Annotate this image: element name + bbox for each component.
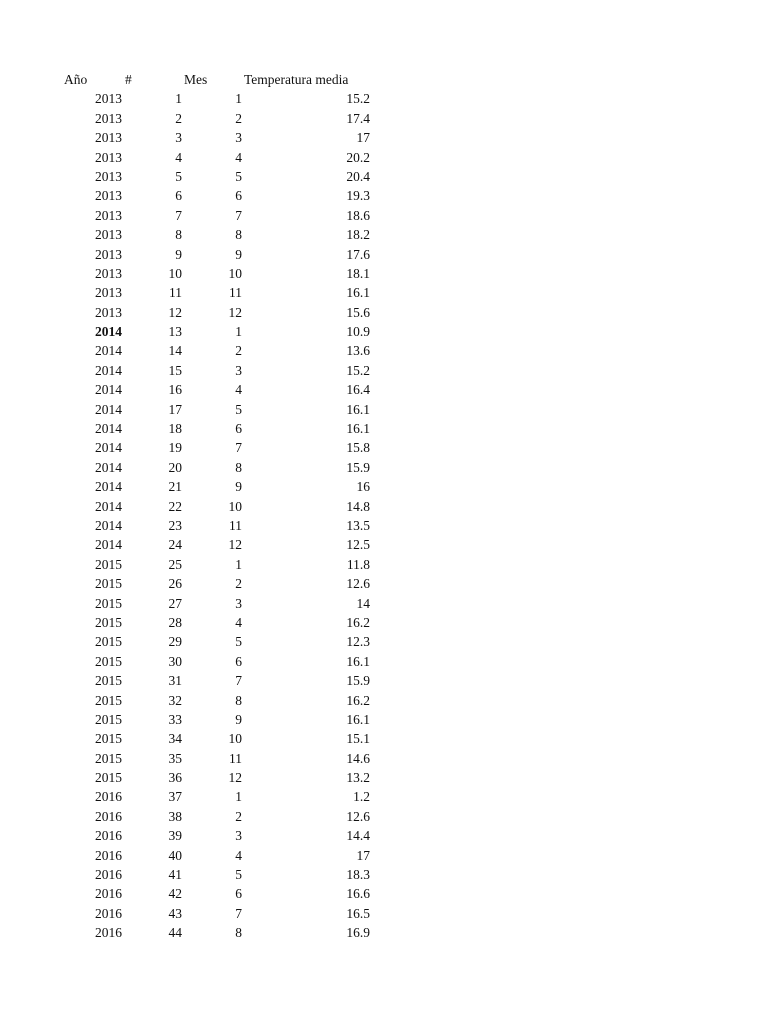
cell-anio: 2014 xyxy=(95,362,122,378)
cell-temperatura-media: 15.9 xyxy=(346,459,370,475)
cell-number: 44 xyxy=(168,925,182,941)
table-row xyxy=(0,89,768,108)
table-row xyxy=(0,128,768,147)
cell-temperatura-media: 12.6 xyxy=(346,576,370,592)
cell-number: 7 xyxy=(175,207,182,223)
cell-number: 24 xyxy=(168,537,182,553)
cell-number: 10 xyxy=(168,265,182,281)
cell-mes: 1 xyxy=(235,556,242,572)
table-row xyxy=(0,846,768,865)
cell-anio: 2015 xyxy=(95,614,122,630)
cell-temperatura-media: 13.2 xyxy=(346,770,370,786)
table-row xyxy=(0,283,768,302)
cell-anio: 2013 xyxy=(95,265,122,281)
cell-mes: 4 xyxy=(235,382,242,398)
cell-mes: 5 xyxy=(235,168,242,184)
cell-anio: 2014 xyxy=(95,537,122,553)
cell-mes: 7 xyxy=(235,440,242,456)
table-row xyxy=(0,787,768,806)
data-table xyxy=(0,70,768,943)
cell-number: 2 xyxy=(175,110,182,126)
cell-number: 43 xyxy=(168,905,182,921)
cell-number: 21 xyxy=(168,479,182,495)
table-row xyxy=(0,400,768,419)
cell-anio: 2015 xyxy=(95,595,122,611)
cell-temperatura-media: 16.6 xyxy=(346,886,370,902)
cell-anio: 2013 xyxy=(95,110,122,126)
cell-mes: 9 xyxy=(235,246,242,262)
cell-number: 17 xyxy=(168,401,182,417)
cell-anio: 2014 xyxy=(95,421,122,437)
cell-number: 19 xyxy=(168,440,182,456)
cell-number: 4 xyxy=(175,149,182,165)
table-row xyxy=(0,768,768,787)
cell-mes: 8 xyxy=(235,227,242,243)
cell-temperatura-media: 18.1 xyxy=(346,265,370,281)
cell-anio: 2014 xyxy=(95,343,122,359)
cell-anio: 2016 xyxy=(95,867,122,883)
cell-anio: 2015 xyxy=(95,750,122,766)
cell-anio: 2013 xyxy=(95,207,122,223)
cell-number: 12 xyxy=(168,304,182,320)
cell-anio: 2016 xyxy=(95,905,122,921)
table-row xyxy=(0,341,768,360)
cell-temperatura-media: 16.1 xyxy=(346,285,370,301)
cell-anio: 2015 xyxy=(95,653,122,669)
cell-number: 22 xyxy=(168,498,182,514)
cell-temperatura-media: 16.2 xyxy=(346,614,370,630)
cell-mes: 10 xyxy=(228,265,242,281)
table-row xyxy=(0,574,768,593)
table-row xyxy=(0,264,768,283)
cell-anio: 2013 xyxy=(95,188,122,204)
cell-anio: 2015 xyxy=(95,673,122,689)
cell-number: 8 xyxy=(175,227,182,243)
cell-anio: 2013 xyxy=(95,285,122,301)
cell-temperatura-media: 18.6 xyxy=(346,207,370,223)
table-row xyxy=(0,109,768,128)
header-mes: Mes xyxy=(184,72,208,87)
cell-number: 9 xyxy=(175,246,182,262)
cell-temperatura-media: 12.3 xyxy=(346,634,370,650)
cell-anio: 2013 xyxy=(95,130,122,146)
table-row xyxy=(0,458,768,477)
cell-number: 15 xyxy=(168,362,182,378)
cell-anio: 2013 xyxy=(95,91,122,107)
cell-temperatura-media: 12.6 xyxy=(346,808,370,824)
cell-anio: 2015 xyxy=(95,576,122,592)
cell-mes: 5 xyxy=(235,401,242,417)
cell-temperatura-media: 15.6 xyxy=(346,304,370,320)
cell-temperatura-media: 16.1 xyxy=(346,711,370,727)
cell-mes: 7 xyxy=(235,905,242,921)
cell-number: 30 xyxy=(168,653,182,669)
cell-mes: 2 xyxy=(235,576,242,592)
cell-anio: 2014 xyxy=(95,517,122,533)
table-row xyxy=(0,186,768,205)
table-row xyxy=(0,535,768,554)
cell-mes: 3 xyxy=(235,828,242,844)
cell-anio: 2016 xyxy=(95,808,122,824)
cell-anio: 2013 xyxy=(95,246,122,262)
cell-mes: 1 xyxy=(235,91,242,107)
table-row xyxy=(0,632,768,651)
cell-anio: 2015 xyxy=(95,692,122,708)
cell-mes: 6 xyxy=(235,886,242,902)
cell-temperatura-media: 14.6 xyxy=(346,750,370,766)
cell-mes: 4 xyxy=(235,847,242,863)
cell-mes: 5 xyxy=(235,867,242,883)
table-row xyxy=(0,691,768,710)
cell-temperatura-media: 14 xyxy=(356,595,370,611)
table-row xyxy=(0,749,768,768)
cell-number: 37 xyxy=(168,789,182,805)
table-row xyxy=(0,904,768,923)
cell-mes: 8 xyxy=(235,459,242,475)
cell-temperatura-media: 16 xyxy=(356,479,370,495)
cell-mes: 11 xyxy=(229,750,242,766)
cell-temperatura-media: 18.2 xyxy=(346,227,370,243)
cell-number: 25 xyxy=(168,556,182,572)
cell-temperatura-media: 16.4 xyxy=(346,382,370,398)
header-number: # xyxy=(125,72,132,87)
table-header-row xyxy=(0,70,768,89)
table-row xyxy=(0,923,768,942)
cell-temperatura-media: 20.2 xyxy=(346,149,370,165)
cell-mes: 11 xyxy=(229,517,242,533)
cell-mes: 2 xyxy=(235,808,242,824)
cell-number: 41 xyxy=(168,867,182,883)
header-temperatura-media: Temperatura media xyxy=(244,72,349,87)
cell-number: 3 xyxy=(175,130,182,146)
table-row xyxy=(0,516,768,535)
table-row xyxy=(0,303,768,322)
cell-number: 35 xyxy=(168,750,182,766)
cell-number: 27 xyxy=(168,595,182,611)
table-row xyxy=(0,361,768,380)
cell-mes: 12 xyxy=(228,304,242,320)
cell-temperatura-media: 15.1 xyxy=(346,731,370,747)
cell-anio: 2016 xyxy=(95,828,122,844)
cell-anio: 2015 xyxy=(95,556,122,572)
cell-anio: 2014 xyxy=(95,324,122,340)
table-row xyxy=(0,206,768,225)
cell-number: 38 xyxy=(168,808,182,824)
cell-number: 14 xyxy=(168,343,182,359)
cell-mes: 3 xyxy=(235,595,242,611)
cell-anio: 2013 xyxy=(95,304,122,320)
cell-mes: 10 xyxy=(228,731,242,747)
table-row xyxy=(0,710,768,729)
table-row xyxy=(0,865,768,884)
cell-temperatura-media: 1.2 xyxy=(353,789,370,805)
cell-mes: 10 xyxy=(228,498,242,514)
cell-temperatura-media: 17 xyxy=(356,130,370,146)
table-row xyxy=(0,380,768,399)
cell-anio: 2014 xyxy=(95,401,122,417)
table-body xyxy=(0,89,768,942)
table-row xyxy=(0,652,768,671)
cell-temperatura-media: 19.3 xyxy=(346,188,370,204)
table-row xyxy=(0,671,768,690)
cell-number: 36 xyxy=(168,770,182,786)
cell-number: 26 xyxy=(168,576,182,592)
cell-anio: 2014 xyxy=(95,479,122,495)
cell-mes: 3 xyxy=(235,362,242,378)
cell-temperatura-media: 11.8 xyxy=(346,556,370,572)
table-row xyxy=(0,826,768,845)
cell-anio: 2015 xyxy=(95,634,122,650)
cell-temperatura-media: 16.1 xyxy=(346,401,370,417)
cell-mes: 6 xyxy=(235,421,242,437)
cell-mes: 8 xyxy=(235,925,242,941)
cell-temperatura-media: 16.9 xyxy=(346,925,370,941)
cell-number: 13 xyxy=(168,324,182,340)
cell-temperatura-media: 15.9 xyxy=(346,673,370,689)
cell-mes: 1 xyxy=(235,789,242,805)
cell-anio: 2015 xyxy=(95,711,122,727)
cell-anio: 2015 xyxy=(95,770,122,786)
cell-temperatura-media: 14.8 xyxy=(346,498,370,514)
cell-number: 40 xyxy=(168,847,182,863)
cell-number: 20 xyxy=(168,459,182,475)
table-row xyxy=(0,245,768,264)
cell-number: 39 xyxy=(168,828,182,844)
cell-mes: 9 xyxy=(235,711,242,727)
cell-anio: 2014 xyxy=(95,382,122,398)
cell-anio: 2016 xyxy=(95,925,122,941)
table-row xyxy=(0,497,768,516)
cell-number: 28 xyxy=(168,614,182,630)
table-row xyxy=(0,419,768,438)
table-row xyxy=(0,148,768,167)
cell-anio: 2014 xyxy=(95,459,122,475)
cell-mes: 2 xyxy=(235,343,242,359)
cell-anio: 2015 xyxy=(95,731,122,747)
cell-number: 1 xyxy=(175,91,182,107)
cell-mes: 7 xyxy=(235,673,242,689)
cell-temperatura-media: 13.6 xyxy=(346,343,370,359)
cell-mes: 8 xyxy=(235,692,242,708)
cell-mes: 2 xyxy=(235,110,242,126)
cell-mes: 12 xyxy=(228,770,242,786)
cell-anio: 2013 xyxy=(95,149,122,165)
table-row xyxy=(0,167,768,186)
table-row xyxy=(0,594,768,613)
cell-number: 5 xyxy=(175,168,182,184)
cell-temperatura-media: 15.2 xyxy=(346,91,370,107)
cell-mes: 1 xyxy=(235,324,242,340)
cell-mes: 7 xyxy=(235,207,242,223)
cell-number: 16 xyxy=(168,382,182,398)
cell-anio: 2013 xyxy=(95,227,122,243)
cell-number: 11 xyxy=(169,285,182,301)
table-row xyxy=(0,884,768,903)
cell-mes: 4 xyxy=(235,614,242,630)
cell-temperatura-media: 12.5 xyxy=(346,537,370,553)
cell-anio: 2016 xyxy=(95,847,122,863)
cell-number: 32 xyxy=(168,692,182,708)
cell-number: 33 xyxy=(168,711,182,727)
cell-mes: 11 xyxy=(229,285,242,301)
cell-number: 42 xyxy=(168,886,182,902)
cell-temperatura-media: 16.5 xyxy=(346,905,370,921)
cell-anio: 2016 xyxy=(95,886,122,902)
cell-mes: 4 xyxy=(235,149,242,165)
cell-anio: 2014 xyxy=(95,440,122,456)
cell-temperatura-media: 13.5 xyxy=(346,517,370,533)
header-anio: Año xyxy=(64,72,88,87)
table-row xyxy=(0,807,768,826)
cell-anio: 2013 xyxy=(95,168,122,184)
cell-temperatura-media: 16.2 xyxy=(346,692,370,708)
cell-number: 6 xyxy=(175,188,182,204)
cell-temperatura-media: 14.4 xyxy=(346,828,370,844)
cell-number: 18 xyxy=(168,421,182,437)
cell-temperatura-media: 17.4 xyxy=(346,110,370,126)
cell-number: 23 xyxy=(168,517,182,533)
cell-mes: 6 xyxy=(235,653,242,669)
table-row xyxy=(0,729,768,748)
cell-number: 31 xyxy=(168,673,182,689)
cell-mes: 5 xyxy=(235,634,242,650)
table-row xyxy=(0,613,768,632)
cell-temperatura-media: 15.8 xyxy=(346,440,370,456)
cell-temperatura-media: 17 xyxy=(356,847,370,863)
cell-anio: 2014 xyxy=(95,498,122,514)
table-row xyxy=(0,555,768,574)
cell-temperatura-media: 20.4 xyxy=(346,168,370,184)
cell-mes: 9 xyxy=(235,479,242,495)
table-row xyxy=(0,225,768,244)
cell-temperatura-media: 15.2 xyxy=(346,362,370,378)
cell-number: 34 xyxy=(168,731,182,747)
table-row xyxy=(0,322,768,341)
table-row xyxy=(0,438,768,457)
cell-temperatura-media: 16.1 xyxy=(346,653,370,669)
cell-mes: 12 xyxy=(228,537,242,553)
cell-mes: 6 xyxy=(235,188,242,204)
cell-mes: 3 xyxy=(235,130,242,146)
cell-temperatura-media: 17.6 xyxy=(346,246,370,262)
cell-temperatura-media: 18.3 xyxy=(346,867,370,883)
table-row xyxy=(0,477,768,496)
cell-anio: 2016 xyxy=(95,789,122,805)
cell-temperatura-media: 16.1 xyxy=(346,421,370,437)
cell-number: 29 xyxy=(168,634,182,650)
cell-temperatura-media: 10.9 xyxy=(346,324,370,340)
